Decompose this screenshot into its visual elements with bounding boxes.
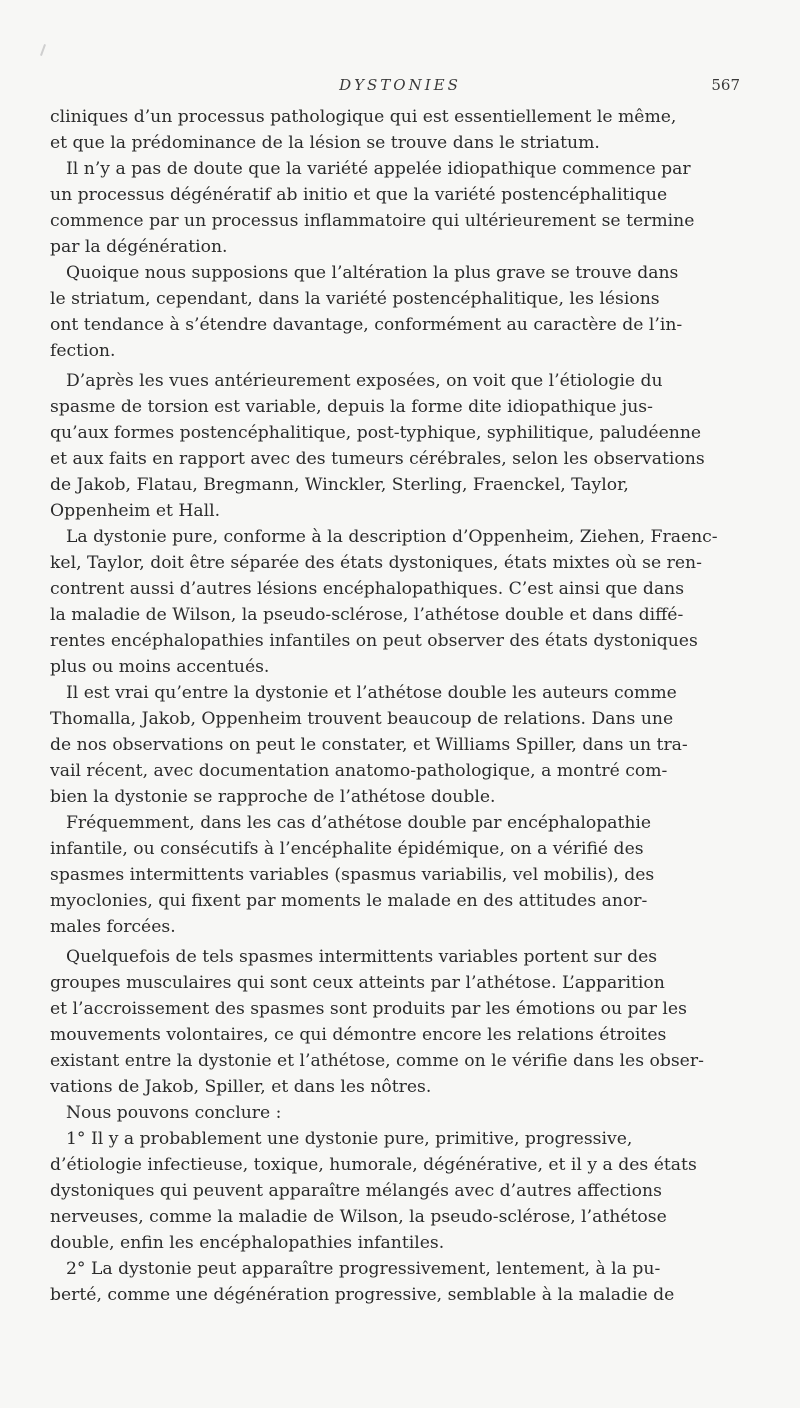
text-line: un processus dégénératif ab initio et que la variété postencéphalitique — [50, 185, 668, 205]
margin-mark — [40, 44, 46, 56]
text-line: D’après les vues antérieurement exposées, on voit que l’étiologie du — [66, 371, 663, 391]
text-line: commence par un processus inflammatoire qui ultérieurement se termine — [50, 211, 695, 231]
text-line: 1° Il y a probablement une dystonie pure, primitive, progressive, — [66, 1129, 633, 1149]
text-line: Thomalla, Jakob, Oppenheim trouvent beaucoup de relations. Dans une — [50, 709, 674, 729]
text-line: males forcées. — [50, 917, 176, 937]
text-line: Quelquefois de tels spasmes intermittents variables portent sur des — [66, 947, 658, 967]
text-line: vations de Jakob, Spiller, et dans les nôtres. — [50, 1077, 432, 1097]
text-line: par la dégénération. — [50, 237, 228, 257]
text-line: bien la dystonie se rapproche de l’athétose double. — [50, 787, 496, 807]
text-line: 2° La dystonie peut apparaître progressivement, lentement, à la pu- — [66, 1259, 661, 1279]
text-line: myoclonies, qui fixent par moments le malade en des attitudes anor- — [50, 891, 648, 911]
text-line: Il n’y a pas de doute que la variété appelée idiopathique commence par — [66, 159, 691, 179]
text-line: existant entre la dystonie et l’athétose, comme on le vérifie dans les obser- — [50, 1051, 704, 1071]
page-header — [0, 76, 800, 100]
text-line: et aux faits en rapport avec des tumeurs cérébrales, selon les observations — [50, 449, 705, 469]
text-line: plus ou moins accentués. — [50, 657, 270, 677]
text-line: dystoniques qui peuvent apparaître mélangés avec d’autres affections — [50, 1181, 662, 1201]
text-line: de nos observations on peut le constater, et Williams Spiller, dans un tra- — [50, 735, 688, 755]
text-line: kel, Taylor, doit être séparée des états dystoniques, états mixtes où se ren- — [50, 553, 702, 573]
text-line: nerveuses, comme la maladie de Wilson, la pseudo-sclérose, l’athétose — [50, 1207, 667, 1227]
page-number: 567 — [711, 76, 740, 94]
text-line: La dystonie pure, conforme à la description d’Oppenheim, Ziehen, Fraenc- — [66, 527, 718, 547]
text-line: Nous pouvons conclure : — [66, 1103, 282, 1123]
text-line: Oppenheim et Hall. — [50, 501, 221, 521]
text-line: la maladie de Wilson, la pseudo-sclérose, l’athétose double et dans diffé- — [50, 605, 684, 625]
text-line: double, enfin les encéphalopathies infantiles. — [50, 1233, 445, 1253]
text-line: contrent aussi d’autres lésions encéphalopathiques. C’est ainsi que dans — [50, 579, 685, 599]
text-line: cliniques d’un processus pathologique qui est essentiellement le même, — [50, 107, 677, 127]
text-line: et l’accroissement des spasmes sont produits par les émotions ou par les — [50, 999, 687, 1019]
text-line: Quoique nous supposions que l’altération la plus grave se trouve dans — [66, 263, 679, 283]
text-line: qu’aux formes postencéphalitique, post-typhique, syphilitique, paludéenne — [50, 423, 702, 443]
text-line: groupes musculaires qui sont ceux atteints par l’athétose. L’apparition — [50, 973, 665, 993]
text-line: d’étiologie infectieuse, toxique, humorale, dégénérative, et il y a des états — [50, 1155, 697, 1175]
text-line: de Jakob, Flatau, Bregmann, Winckler, Sterling, Fraenckel, Taylor, — [50, 475, 629, 495]
text-line: rentes encéphalopathies infantiles on peut observer des états dystoniques — [50, 631, 698, 651]
text-line: vail récent, avec documentation anatomo-pathologique, a montré com- — [50, 761, 668, 781]
body-text — [50, 104, 740, 1308]
text-line: ont tendance à s’étendre davantage, conformément au caractère de l’in- — [50, 315, 683, 335]
text-line: spasme de torsion est variable, depuis la forme dite idiopathique jus- — [50, 397, 653, 417]
text-line: infantile, ou consécutifs à l’encéphalite épidémique, on a vérifié des — [50, 839, 644, 859]
text-line: Il est vrai qu’entre la dystonie et l’athétose double les auteurs comme — [66, 683, 677, 703]
text-line: berté, comme une dégénération progressive, semblable à la maladie de — [50, 1285, 675, 1305]
text-line: mouvements volontaires, ce qui démontre encore les relations étroites — [50, 1025, 667, 1045]
text-line: fection. — [50, 341, 116, 361]
text-line: spasmes intermittents variables (spasmus variabilis, vel mobilis), des — [50, 865, 655, 885]
text-line: et que la prédominance de la lésion se trouve dans le striatum. — [50, 133, 600, 153]
text-line: Fréquemment, dans les cas d’athétose double par encéphalopathie — [66, 813, 652, 833]
text-line: le striatum, cependant, dans la variété postencéphalitique, les lésions — [50, 289, 660, 309]
running-title: DYSTONIES — [339, 76, 461, 94]
